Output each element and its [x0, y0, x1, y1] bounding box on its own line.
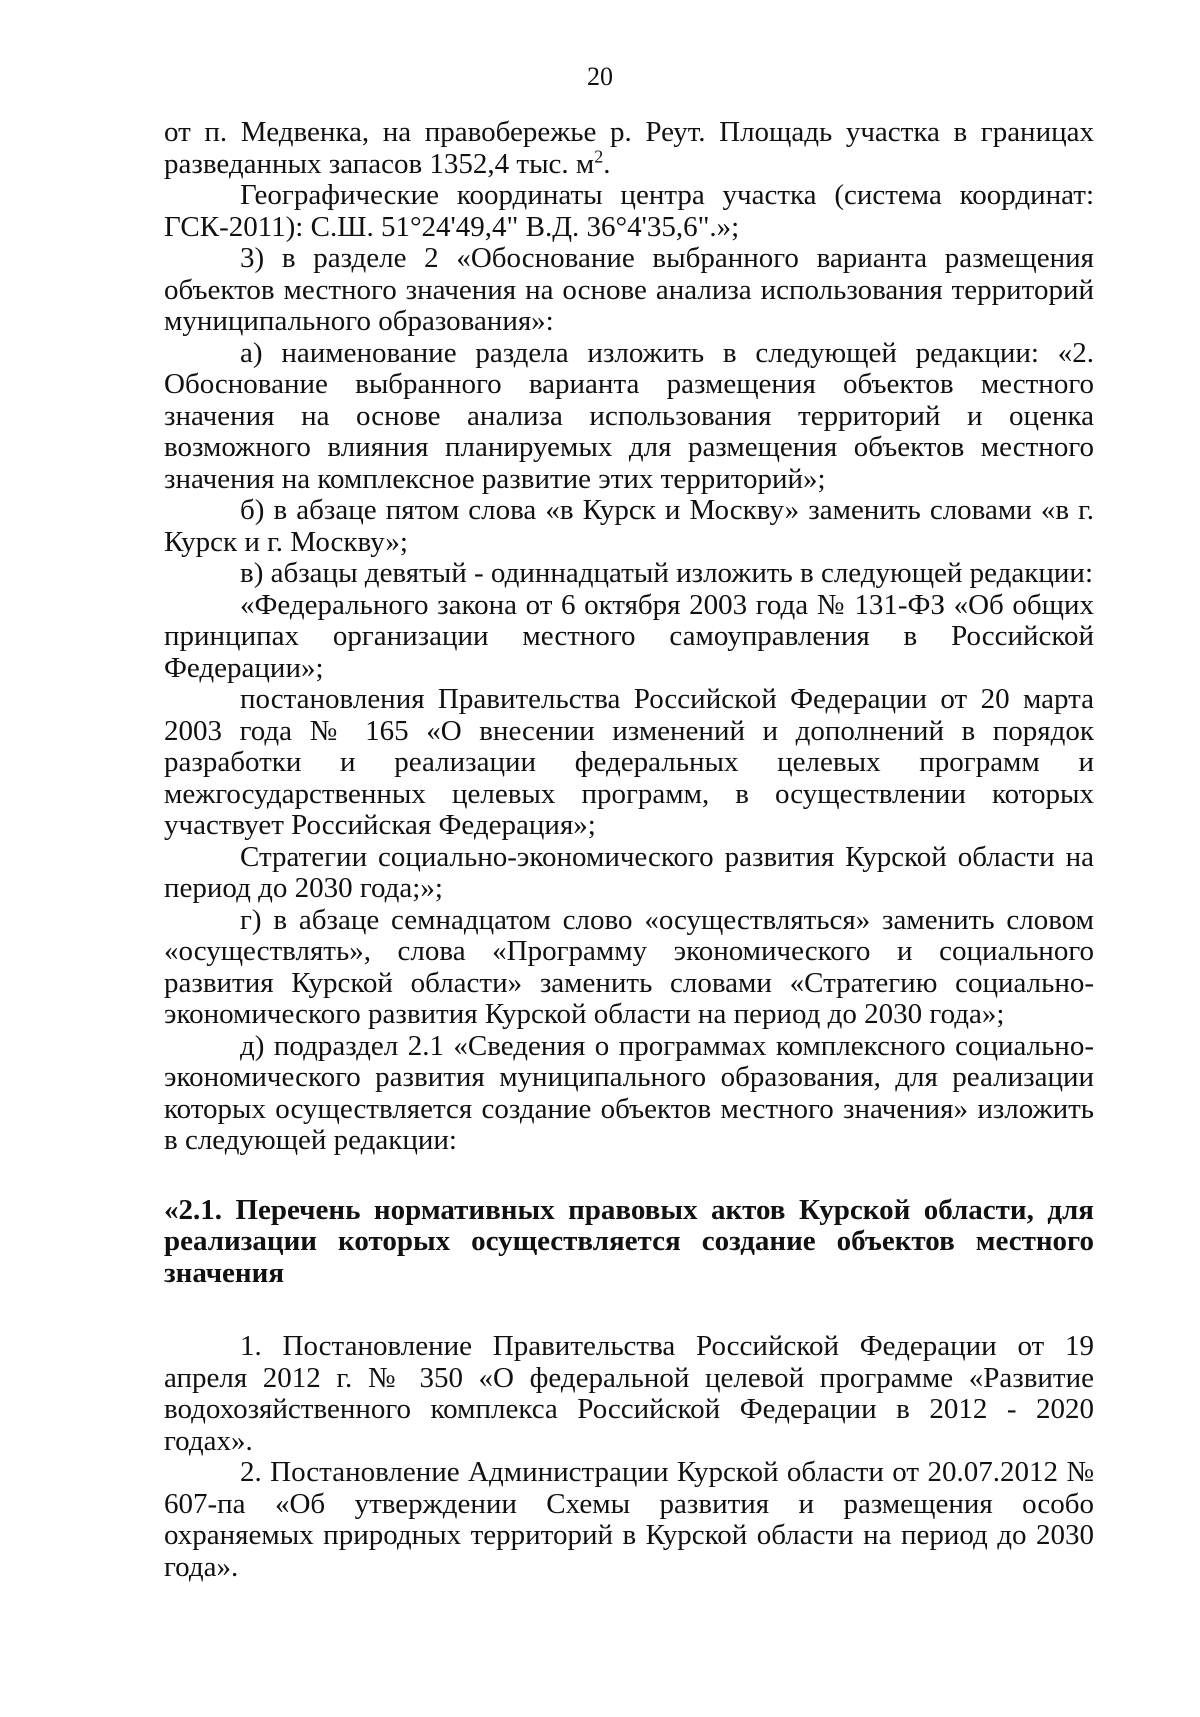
paragraph-item-v: в) абзацы девятый - одиннадцатый изложить в следующей редакции: — [240, 557, 1094, 589]
superscript-two: 2 — [594, 145, 604, 166]
paragraph-deposit-area-end: . — [603, 147, 611, 180]
paragraph-coordinates: Географические координаты центра участка (система координат: ГСК-2011): С.Ш. 51°24'49,4" В.Д. 36°4'35,6".»; — [164, 179, 1094, 243]
paragraph-item-b: б) в абзаце пятом слова «в Курск и Москву» заменить словами «в г. Курск и г. Москву»; — [164, 494, 1094, 558]
paragraph-strategy: Стратегии социально-экономического развития Курской области на период до 2030 года;»; — [164, 840, 1094, 904]
paragraph-item-a: а) наименование раздела изложить в следующей редакции: «2. Обоснование выбранного варианта размещения объектов местного значения на основе анализа использования территорий и оценка возможного влияния планируемых для размещения объектов местного значения на комплексное развитие этих территорий»; — [164, 336, 1094, 495]
section-heading-2-1: «2.1. Перечень нормативных правовых актов Курской области, для реализации которых осуществляется создание объектов местного значения — [164, 1193, 1094, 1289]
paragraph-list-item-2: 2. Постановление Администрации Курской области от 20.07.2012 № 607-па «Об утверждении Схемы развития и размещения особо охраняемых природных территорий в Курской области на период до 2030 года». — [164, 1456, 1094, 1583]
paragraph-item-g: г) в абзаце семнадцатом слово «осуществляться» заменить словом «осуществлять», слова «Программу экономического и социального развития Курской области» заменить словами «Стратегию социально-экономического развития Курской области на период до 2030 года»; — [164, 903, 1094, 1030]
paragraph-government-decree: постановления Правительства Российской Федерации от 20 марта 2003 года № 165 «О внесении изменений и дополнений в порядок разработки и реализации федеральных целевых программ и межгосударственных целевых программ, в осуществлении которых участвует Российская Федерация»; — [164, 683, 1094, 841]
paragraph-item-d: д) подраздел 2.1 «Сведения о программах комплексного социально-экономического развития муниципального образования, для реализации которых осуществляется создание объектов местного значения» изложить в следующей редакции: — [164, 1029, 1094, 1156]
paragraph-deposit-area — [164, 117, 1094, 180]
paragraph-section-2: 3) в разделе 2 «Обоснование выбранного варианта размещения объектов местного значения на основе анализа использования территорий муниципального образования»: — [164, 242, 1094, 337]
paragraph-list-item-1: 1. Постановление Правительства Российской Федерации от 19 апреля 2012 г. № 350 «О федеральной целевой программе «Развитие водохозяйственного комплекса Российской Федерации в 2012 - 2020 годах». — [164, 1330, 1094, 1457]
paragraph-deposit-area-text: от п. Медвенка, на правобережье р. Реут. Площадь участка в границах разведанных запасов 1352,4 тыс. м — [164, 116, 1094, 180]
document-body — [164, 117, 1094, 1583]
page-number: 20 — [587, 62, 613, 91]
paragraph-federal-law: «Федерального закона от 6 октября 2003 года № 131-ФЗ «Об общих принципах организации местного самоуправления в Российской Федерации»; — [164, 588, 1094, 684]
